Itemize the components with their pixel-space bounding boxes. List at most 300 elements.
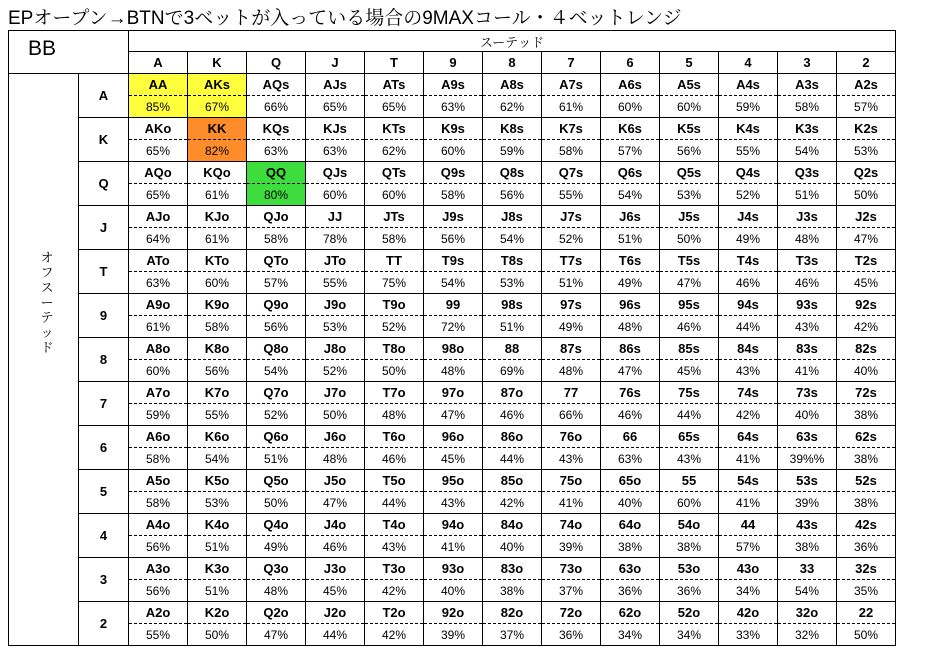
hand-cell: A8s <box>483 74 542 96</box>
hand-cell: 42s <box>837 514 896 536</box>
suited-axis-label: スーテッド <box>129 31 896 52</box>
hand-cell: J5s <box>660 206 719 228</box>
hand-cell: 76s <box>601 382 660 404</box>
hand-frequency: 59% <box>483 140 542 162</box>
hand-frequency: 35% <box>837 580 896 602</box>
hand-frequency: 56% <box>483 184 542 206</box>
hand-cell: 77 <box>542 382 601 404</box>
hand-cell: 86s <box>601 338 660 360</box>
hand-frequency: 40% <box>778 404 837 426</box>
hand-frequency: 39%% <box>778 448 837 470</box>
hand-frequency: 42% <box>365 624 424 646</box>
hand-frequency: 47% <box>247 624 306 646</box>
hand-frequency: 33% <box>719 624 778 646</box>
hand-cell: 74o <box>542 514 601 536</box>
hand-frequency: 40% <box>483 536 542 558</box>
hand-frequency: 45% <box>837 272 896 294</box>
column-header-j: J <box>306 52 365 74</box>
hand-frequency: 54% <box>247 360 306 382</box>
hand-frequency: 48% <box>542 360 601 382</box>
hand-frequency: 44% <box>365 492 424 514</box>
hand-cell: AKs <box>188 74 247 96</box>
hand-cell: K7o <box>188 382 247 404</box>
hand-frequency: 59% <box>719 96 778 118</box>
hand-frequency: 58% <box>424 184 483 206</box>
hand-cell: 84o <box>483 514 542 536</box>
hand-cell: 88 <box>483 338 542 360</box>
column-header-k: K <box>188 52 247 74</box>
hand-frequency: 61% <box>542 96 601 118</box>
hand-frequency: 78% <box>306 228 365 250</box>
hand-frequency: 41% <box>719 448 778 470</box>
hand-cell: K2o <box>188 602 247 624</box>
page-title: EPオープン→BTNで3ベットが入っている場合の9MAXコール・４ベットレンジ <box>8 8 682 29</box>
hand-frequency: 58% <box>247 228 306 250</box>
hand-cell: K6s <box>601 118 660 140</box>
offsuited-side-column <box>9 74 79 646</box>
hand-frequency: 50% <box>365 360 424 382</box>
hand-range-table <box>8 30 896 646</box>
hand-frequency: 36% <box>601 580 660 602</box>
column-header-4: 4 <box>719 52 778 74</box>
hand-cell: T5o <box>365 470 424 492</box>
hand-frequency: 52% <box>365 316 424 338</box>
hand-cell: 73o <box>542 558 601 580</box>
hand-frequency: 53% <box>837 140 896 162</box>
hand-cell: 93o <box>424 558 483 580</box>
hand-cell: K6o <box>188 426 247 448</box>
hand-frequency: 56% <box>129 536 188 558</box>
corner-cell <box>9 31 129 74</box>
hand-cell: A4o <box>129 514 188 536</box>
row-header-t: T <box>79 250 129 294</box>
hand-frequency: 45% <box>424 448 483 470</box>
hand-frequency: 39% <box>424 624 483 646</box>
hand-cell: JTo <box>306 250 365 272</box>
hand-cell: 43s <box>778 514 837 536</box>
hand-cell: K5s <box>660 118 719 140</box>
hand-cell: K9s <box>424 118 483 140</box>
hand-frequency: 75% <box>365 272 424 294</box>
hand-cell: QTo <box>247 250 306 272</box>
hand-frequency: 50% <box>247 492 306 514</box>
hand-frequency: 72% <box>424 316 483 338</box>
hand-frequency: 50% <box>837 624 896 646</box>
hand-frequency: 56% <box>129 580 188 602</box>
hand-frequency: 65% <box>306 96 365 118</box>
hand-frequency: 62% <box>483 96 542 118</box>
hand-frequency: 54% <box>424 272 483 294</box>
hand-cell: QJo <box>247 206 306 228</box>
hand-frequency: 40% <box>601 492 660 514</box>
hand-frequency: 47% <box>601 360 660 382</box>
offsuited-axis-label: オ フ ス ー テ ッ ド <box>40 250 54 355</box>
hand-frequency: 47% <box>660 272 719 294</box>
hand-frequency: 42% <box>483 492 542 514</box>
hand-frequency: 54% <box>778 140 837 162</box>
hand-frequency: 63% <box>306 140 365 162</box>
hand-cell: A7o <box>129 382 188 404</box>
hand-cell: 97s <box>542 294 601 316</box>
hand-frequency: 42% <box>719 404 778 426</box>
hand-frequency: 36% <box>660 580 719 602</box>
hand-frequency: 85% <box>129 96 188 118</box>
hand-frequency: 66% <box>542 404 601 426</box>
column-header-a: A <box>129 52 188 74</box>
hand-frequency: 64% <box>129 228 188 250</box>
hand-cell: 85o <box>483 470 542 492</box>
hand-frequency: 60% <box>306 184 365 206</box>
hand-frequency: 54% <box>778 580 837 602</box>
hand-frequency: 46% <box>601 404 660 426</box>
hand-frequency: 40% <box>837 360 896 382</box>
hand-frequency: 47% <box>306 492 365 514</box>
hand-cell: K8s <box>483 118 542 140</box>
hand-frequency: 60% <box>129 360 188 382</box>
hand-frequency: 53% <box>188 492 247 514</box>
hand-cell: T2o <box>365 602 424 624</box>
hand-frequency: 38% <box>837 404 896 426</box>
hand-frequency: 34% <box>660 624 719 646</box>
hand-frequency: 58% <box>188 316 247 338</box>
hand-frequency: 60% <box>660 492 719 514</box>
hand-frequency: 50% <box>188 624 247 646</box>
hand-cell: J4o <box>306 514 365 536</box>
hand-cell: JJ <box>306 206 365 228</box>
hand-frequency: 47% <box>837 228 896 250</box>
hand-frequency: 58% <box>129 492 188 514</box>
hand-frequency: 45% <box>660 360 719 382</box>
hand-cell: J3o <box>306 558 365 580</box>
hand-cell: AQs <box>247 74 306 96</box>
hand-frequency: 41% <box>542 492 601 514</box>
hand-frequency: 67% <box>188 96 247 118</box>
row-header-6: 6 <box>79 426 129 470</box>
hand-frequency: 65% <box>365 96 424 118</box>
hand-cell: Q3s <box>778 162 837 184</box>
hand-frequency: 34% <box>601 624 660 646</box>
hand-frequency: 57% <box>601 140 660 162</box>
hand-cell: 93s <box>778 294 837 316</box>
hand-cell: Q4s <box>719 162 778 184</box>
row-header-9: 9 <box>79 294 129 338</box>
hand-cell: 55 <box>660 470 719 492</box>
hand-frequency: 40% <box>424 580 483 602</box>
hand-cell: Q5o <box>247 470 306 492</box>
hand-frequency: 53% <box>306 316 365 338</box>
hand-cell: J9s <box>424 206 483 228</box>
hand-cell: 99 <box>424 294 483 316</box>
hand-frequency: 50% <box>837 184 896 206</box>
hand-frequency: 60% <box>660 96 719 118</box>
hand-frequency: 41% <box>778 360 837 382</box>
hand-cell: 22 <box>837 602 896 624</box>
column-header-t: T <box>365 52 424 74</box>
hand-cell: A2s <box>837 74 896 96</box>
hand-cell: J7o <box>306 382 365 404</box>
hand-frequency: 57% <box>719 536 778 558</box>
hand-frequency: 57% <box>247 272 306 294</box>
hand-frequency: 56% <box>424 228 483 250</box>
hand-frequency: 55% <box>188 404 247 426</box>
hand-cell: A5s <box>660 74 719 96</box>
hand-frequency: 44% <box>719 316 778 338</box>
hand-frequency: 48% <box>778 228 837 250</box>
hand-frequency: 61% <box>129 316 188 338</box>
hand-cell: Q6o <box>247 426 306 448</box>
hand-frequency: 51% <box>483 316 542 338</box>
hand-cell: 64o <box>601 514 660 536</box>
hand-cell: T4s <box>719 250 778 272</box>
hand-cell: 87s <box>542 338 601 360</box>
hand-cell: AQo <box>129 162 188 184</box>
hand-cell: Q9s <box>424 162 483 184</box>
row-header-4: 4 <box>79 514 129 558</box>
hand-frequency: 41% <box>424 536 483 558</box>
hand-frequency: 46% <box>365 448 424 470</box>
hand-cell: K9o <box>188 294 247 316</box>
hand-cell: ATo <box>129 250 188 272</box>
hand-frequency: 58% <box>129 448 188 470</box>
hand-cell: 53s <box>778 470 837 492</box>
hand-cell: T2s <box>837 250 896 272</box>
hand-cell: J3s <box>778 206 837 228</box>
hand-cell: Q8s <box>483 162 542 184</box>
hand-cell: 87o <box>483 382 542 404</box>
hand-frequency: 52% <box>719 184 778 206</box>
hand-frequency: 48% <box>424 360 483 382</box>
hand-cell: 33 <box>778 558 837 580</box>
hand-frequency: 61% <box>188 228 247 250</box>
column-header-2: 2 <box>837 52 896 74</box>
hand-cell: KJs <box>306 118 365 140</box>
hand-cell: T7o <box>365 382 424 404</box>
hand-cell: J8s <box>483 206 542 228</box>
hand-frequency: 52% <box>542 228 601 250</box>
hand-cell: J6o <box>306 426 365 448</box>
hand-frequency: 57% <box>837 96 896 118</box>
hand-cell: T5s <box>660 250 719 272</box>
hand-cell: K7s <box>542 118 601 140</box>
column-header-6: 6 <box>601 52 660 74</box>
hand-cell: A5o <box>129 470 188 492</box>
hand-frequency: 48% <box>365 404 424 426</box>
hand-cell: 97o <box>424 382 483 404</box>
hand-cell: K4o <box>188 514 247 536</box>
hand-frequency: 43% <box>719 360 778 382</box>
hand-frequency: 53% <box>660 184 719 206</box>
hand-frequency: 48% <box>306 448 365 470</box>
hand-frequency: 58% <box>778 96 837 118</box>
hand-frequency: 44% <box>306 624 365 646</box>
hand-cell: 54s <box>719 470 778 492</box>
hand-cell: J8o <box>306 338 365 360</box>
hand-frequency: 58% <box>365 228 424 250</box>
hand-frequency: 51% <box>188 580 247 602</box>
hand-frequency: 55% <box>542 184 601 206</box>
hand-frequency: 38% <box>601 536 660 558</box>
hand-cell: TT <box>365 250 424 272</box>
hand-cell: AKo <box>129 118 188 140</box>
hand-cell: K4s <box>719 118 778 140</box>
hand-cell: 32o <box>778 602 837 624</box>
hand-cell: T3s <box>778 250 837 272</box>
hand-frequency: 46% <box>483 404 542 426</box>
hand-cell: 82o <box>483 602 542 624</box>
hand-cell: J2o <box>306 602 365 624</box>
hand-frequency: 37% <box>542 580 601 602</box>
hand-cell: K5o <box>188 470 247 492</box>
hand-cell: 66 <box>601 426 660 448</box>
hand-cell: T6s <box>601 250 660 272</box>
hand-frequency: 46% <box>306 536 365 558</box>
hand-cell: K2s <box>837 118 896 140</box>
hand-cell: 65o <box>601 470 660 492</box>
hand-cell: 74s <box>719 382 778 404</box>
hand-frequency: 54% <box>483 228 542 250</box>
hand-cell: T4o <box>365 514 424 536</box>
row-header-3: 3 <box>79 558 129 602</box>
hand-frequency: 38% <box>660 536 719 558</box>
hand-cell: T8s <box>483 250 542 272</box>
hand-cell: 75o <box>542 470 601 492</box>
hand-cell: KTo <box>188 250 247 272</box>
hand-frequency: 51% <box>247 448 306 470</box>
hand-cell: 96s <box>601 294 660 316</box>
row-header-j: J <box>79 206 129 250</box>
hand-cell: A4s <box>719 74 778 96</box>
hand-cell: KJo <box>188 206 247 228</box>
row-header-8: 8 <box>79 338 129 382</box>
hand-frequency: 55% <box>129 624 188 646</box>
hand-frequency: 51% <box>188 536 247 558</box>
hand-cell: 86o <box>483 426 542 448</box>
hand-frequency: 61% <box>188 184 247 206</box>
hand-frequency: 54% <box>601 184 660 206</box>
hand-frequency: 41% <box>719 492 778 514</box>
hand-frequency: 52% <box>306 360 365 382</box>
hand-frequency: 69% <box>483 360 542 382</box>
column-header-5: 5 <box>660 52 719 74</box>
hand-frequency: 43% <box>778 316 837 338</box>
hand-frequency: 49% <box>601 272 660 294</box>
hand-frequency: 37% <box>483 624 542 646</box>
hand-cell: 95s <box>660 294 719 316</box>
hand-cell: T8o <box>365 338 424 360</box>
hand-cell: J5o <box>306 470 365 492</box>
hand-cell: 72o <box>542 602 601 624</box>
hand-frequency: 50% <box>660 228 719 250</box>
hand-cell: 73s <box>778 382 837 404</box>
hand-frequency: 51% <box>601 228 660 250</box>
hand-frequency: 66% <box>247 96 306 118</box>
hand-cell: 54o <box>660 514 719 536</box>
hand-cell: A9s <box>424 74 483 96</box>
hand-cell: Q7o <box>247 382 306 404</box>
hand-frequency: 59% <box>129 404 188 426</box>
row-header-7: 7 <box>79 382 129 426</box>
hand-cell: A6o <box>129 426 188 448</box>
hand-frequency: 45% <box>306 580 365 602</box>
hand-frequency: 50% <box>306 404 365 426</box>
hand-cell: K3o <box>188 558 247 580</box>
hand-frequency: 51% <box>778 184 837 206</box>
hand-cell: T9s <box>424 250 483 272</box>
hand-cell: QJs <box>306 162 365 184</box>
hand-frequency: 39% <box>542 536 601 558</box>
hand-frequency: 63% <box>247 140 306 162</box>
hand-frequency: 36% <box>837 536 896 558</box>
hand-cell: 62s <box>837 426 896 448</box>
hand-frequency: 82% <box>188 140 247 162</box>
hand-cell: 63o <box>601 558 660 580</box>
hand-cell: Q2s <box>837 162 896 184</box>
hand-frequency: 63% <box>129 272 188 294</box>
hand-cell: 75s <box>660 382 719 404</box>
hand-cell: AJs <box>306 74 365 96</box>
hand-frequency: 60% <box>424 140 483 162</box>
hand-cell: KTs <box>365 118 424 140</box>
hand-cell: Q6s <box>601 162 660 184</box>
hand-cell: KQo <box>188 162 247 184</box>
column-header-9: 9 <box>424 52 483 74</box>
hand-cell: J6s <box>601 206 660 228</box>
hand-cell: ATs <box>365 74 424 96</box>
hand-cell: 94s <box>719 294 778 316</box>
hand-frequency: 49% <box>542 316 601 338</box>
hand-cell: K8o <box>188 338 247 360</box>
hand-frequency: 80% <box>247 184 306 206</box>
hand-cell: QQ <box>247 162 306 184</box>
hand-frequency: 49% <box>247 536 306 558</box>
hand-cell: 92o <box>424 602 483 624</box>
hand-frequency: 51% <box>542 272 601 294</box>
corner-label: BB <box>28 37 57 60</box>
hand-cell: 82s <box>837 338 896 360</box>
hand-cell: 83s <box>778 338 837 360</box>
hand-frequency: 43% <box>660 448 719 470</box>
hand-cell: Q8o <box>247 338 306 360</box>
hand-cell: Q3o <box>247 558 306 580</box>
column-header-8: 8 <box>483 52 542 74</box>
hand-cell: Q4o <box>247 514 306 536</box>
hand-cell: T9o <box>365 294 424 316</box>
hand-frequency: 56% <box>247 316 306 338</box>
hand-frequency: 55% <box>306 272 365 294</box>
hand-cell: J7s <box>542 206 601 228</box>
hand-frequency: 56% <box>660 140 719 162</box>
hand-cell: A6s <box>601 74 660 96</box>
hand-frequency: 46% <box>719 272 778 294</box>
row-header-5: 5 <box>79 470 129 514</box>
hand-cell: AJo <box>129 206 188 228</box>
hand-frequency: 42% <box>837 316 896 338</box>
hand-cell: 92s <box>837 294 896 316</box>
hand-cell: 94o <box>424 514 483 536</box>
hand-cell: 64s <box>719 426 778 448</box>
hand-cell: 83o <box>483 558 542 580</box>
hand-frequency: 43% <box>365 536 424 558</box>
column-header-q: Q <box>247 52 306 74</box>
hand-cell: 32s <box>837 558 896 580</box>
hand-frequency: 38% <box>837 448 896 470</box>
hand-cell: 42o <box>719 602 778 624</box>
hand-frequency: 34% <box>719 580 778 602</box>
hand-frequency: 65% <box>129 140 188 162</box>
hand-cell: 85s <box>660 338 719 360</box>
hand-cell: T3o <box>365 558 424 580</box>
hand-frequency: 55% <box>719 140 778 162</box>
